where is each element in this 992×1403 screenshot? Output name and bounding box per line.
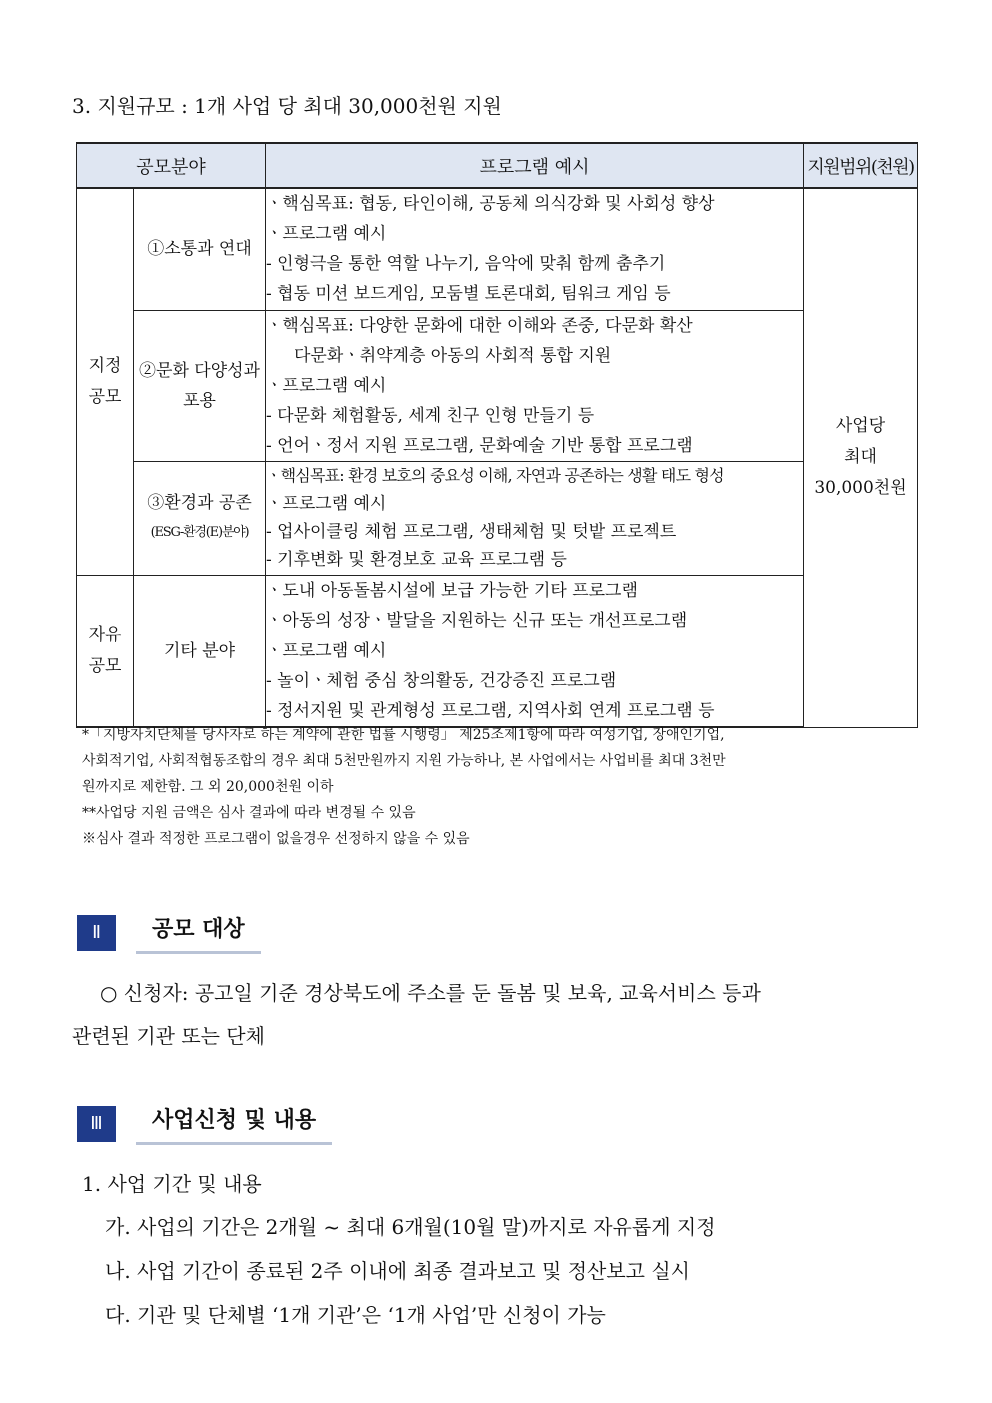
budget-line: 30,000천원	[814, 478, 907, 499]
sub-field-label: 포용	[183, 390, 216, 411]
program-line: - 업사이클링 체험 프로그램, 생태체험 및 텃밭 프로젝트	[266, 522, 677, 542]
group-label-line: 공모	[88, 655, 122, 676]
sub-field-diversity	[134, 310, 266, 461]
footnotes	[82, 722, 917, 852]
group-free	[77, 575, 134, 727]
table-row	[77, 310, 918, 461]
footnote-line: *「지방자치단체를 당사자로 하는 계약에 관한 법률 시행령」 제25조제1항에 따라 여성기업, 장애인기업,	[82, 727, 725, 743]
budget-cell	[804, 188, 918, 727]
section-2-line: 관련된 기관 또는 단체	[72, 1024, 265, 1048]
group-label-line: 자유	[88, 624, 122, 645]
program-cell	[266, 575, 804, 727]
footnote-line: ※심사 결과 적정한 프로그램이 없을경우 선정하지 않을 수 있음	[82, 831, 470, 847]
program-line: ㆍ프로그램 예시	[266, 640, 387, 661]
sub-field-label: 기타 분야	[163, 640, 236, 661]
sub-field-environment	[134, 461, 266, 575]
table-row	[77, 575, 918, 727]
program-cell	[266, 461, 804, 575]
program-cell	[266, 188, 804, 310]
section-3-subitem: 가. 사업의 기간은 2개월 ~ 최대 6개월(10월 말)까지로 자유롭게 지정	[105, 1215, 716, 1239]
section-3-subitem: 다. 기관 및 단체별 ‘1개 기관’은 ‘1개 사업’만 신청이 가능	[105, 1303, 606, 1327]
program-line: ㆍ도내 아동돌봄시설에 보급 가능한 기타 프로그램	[266, 580, 638, 601]
program-line: - 기후변화 및 환경보호 교육 프로그램 등	[266, 550, 567, 570]
program-line: ㆍ프로그램 예시	[266, 224, 387, 245]
sub-field-label: (ESG-환경(E)분야)	[150, 525, 249, 540]
program-line: 다문화ㆍ취약계층 아동의 사회적 통합 지원	[294, 345, 612, 366]
program-line: ㆍ프로그램 예시	[266, 375, 387, 396]
section-3-title: 사업신청 및 내용	[136, 1104, 332, 1145]
header-program: 프로그램 예시	[266, 143, 804, 188]
section-2-badge: Ⅱ	[77, 915, 116, 951]
program-line: ㆍ핵심목표: 다양한 문화에 대한 이해와 존중, 다문화 확산	[266, 315, 693, 336]
footnote-line: **사업당 지원 금액은 심사 결과에 따라 변경될 수 있음	[82, 805, 416, 821]
header-budget: 지원범위(천원)	[804, 143, 918, 188]
program-line: ㆍ핵심목표: 협동, 타인이해, 공동체 의식강화 및 사회성 향상	[266, 194, 715, 215]
program-line: - 정서지원 및 관계형성 프로그램, 지역사회 연계 프로그램 등	[266, 700, 715, 721]
program-line: - 놀이ㆍ체험 중심 창의활동, 건강증진 프로그램	[266, 670, 617, 691]
program-line: ㆍ아동의 성장ㆍ발달을 지원하는 신규 또는 개선프로그램	[266, 610, 688, 631]
program-line: - 언어ㆍ정서 지원 프로그램, 문화예술 기반 통합 프로그램	[266, 435, 693, 456]
sub-field-communication	[134, 188, 266, 310]
section-3-item: 1. 사업 기간 및 내용	[82, 1172, 262, 1196]
sub-field-label: ②문화 다양성과	[139, 360, 260, 381]
section-2-line: ○ 신청자: 공고일 기준 경상북도에 주소를 둔 돌봄 및 보육, 교육서비스 등과	[100, 981, 761, 1005]
group-label-line: 공모	[88, 386, 122, 407]
footnote-line: 사회적기업, 사회적협동조합의 경우 최대 5천만원까지 지원 가능하나, 본 사업에서는 사업비를 최대 3천만	[82, 753, 726, 769]
group-designated	[77, 188, 134, 575]
table-row	[77, 188, 918, 310]
sub-field-label: ③환경과 공존	[147, 493, 252, 513]
footnote-line: 원까지로 제한함. 그 외 20,000천원 이하	[82, 779, 334, 795]
budget-line: 최대	[844, 447, 877, 468]
table-row	[77, 461, 918, 575]
sub-field-other	[134, 575, 266, 727]
program-cell	[266, 310, 804, 461]
program-line: - 다문화 체험활동, 세계 친구 인형 만들기 등	[266, 405, 595, 426]
section-2-title: 공모 대상	[136, 913, 261, 954]
support-scale-heading: 3. 지원규모 : 1개 사업 당 최대 30,000천원 지원	[72, 94, 502, 118]
section-3-subitem: 나. 사업 기간이 종료된 2주 이내에 최종 결과보고 및 정산보고 실시	[105, 1259, 690, 1283]
table-header-row	[77, 143, 918, 188]
program-line: - 협동 미션 보드게임, 모둠별 토론대회, 팀워크 게임 등	[266, 284, 671, 305]
group-label-line: 지정	[88, 355, 122, 376]
budget-line: 사업당	[835, 416, 886, 437]
sub-field-label: ①소통과 연대	[147, 239, 252, 260]
program-line: - 인형극을 통한 역할 나누기, 음악에 맞춰 함께 춤추기	[266, 254, 666, 275]
header-field: 공모분야	[77, 143, 266, 188]
program-table	[76, 142, 918, 728]
section-3-badge: Ⅲ	[77, 1106, 116, 1142]
program-line: ㆍ프로그램 예시	[266, 494, 387, 514]
program-line: ㆍ핵심목표: 환경 보호의 중요성 이해, 자연과 공존하는 생활 태도 형성	[266, 466, 724, 485]
